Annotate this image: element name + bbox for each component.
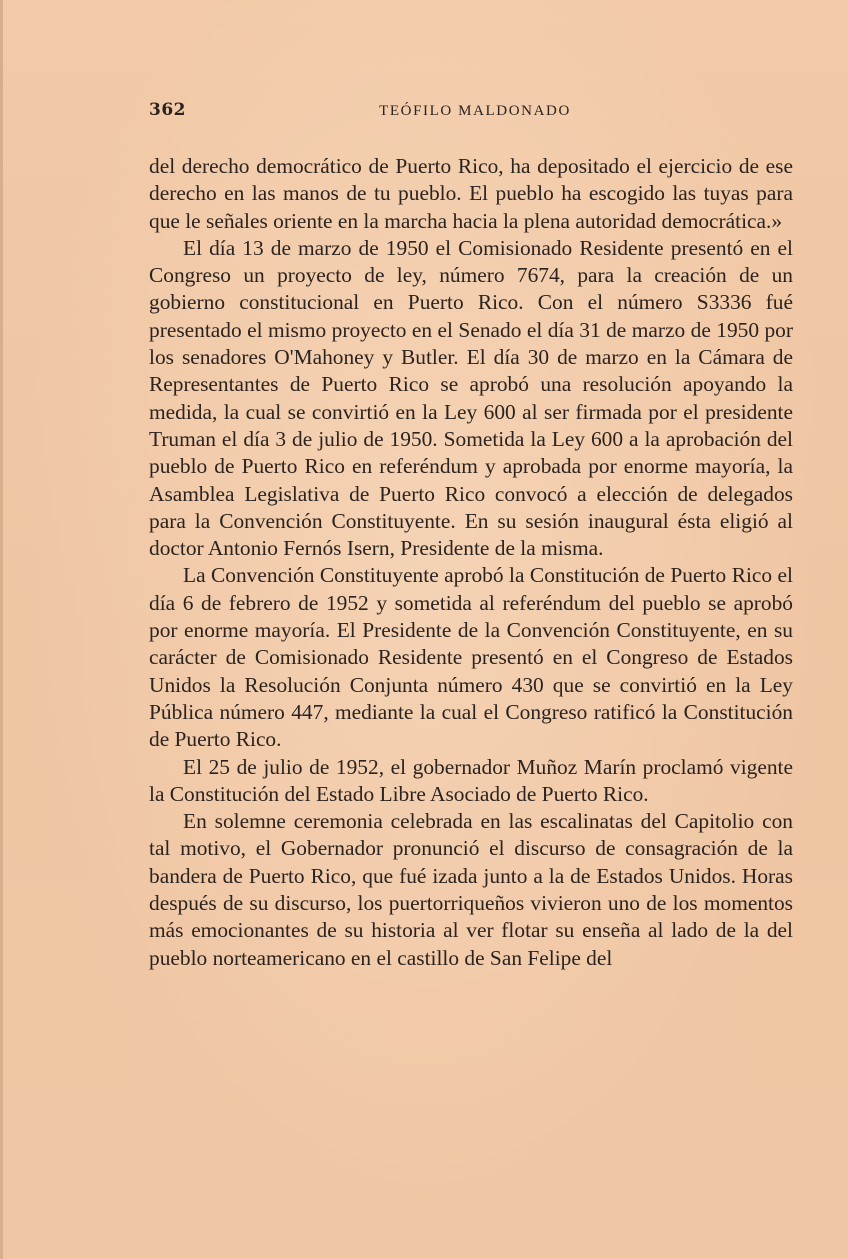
running-head: TEÓFILO MALDONADO xyxy=(379,103,571,119)
body-text xyxy=(149,153,793,972)
paragraph: El 25 de julio de 1952, el gobernador Muñoz Marín proclamó vigente la Constitución del Estado Libre Asociado de Puerto Rico. xyxy=(149,754,793,806)
page-header xyxy=(149,100,793,130)
paragraph: El día 13 de marzo de 1950 el Comisionado Residente presentó en el Congreso un proyecto de ley, número 7674, para la creación de un gobierno constitucional en Puerto Rico. Con el número S3336 fué presentado el mismo proyecto en el Senado el día 31 de marzo de 1950 por los senadores O'Mahoney y Butler. El día 30 de marzo en la Cámara de Representantes de Puerto Rico se aprobó una resolución apoyando la medida, la cual se convirtió en la Ley 600 al ser firmada por el presidente Truman el día 3 de julio de 1950. Sometida la Ley 600 a la aprobación del pueblo de Puerto Rico en referéndum y aprobada por enorme mayoría, la Asamblea Legislativa de Puerto Rico convocó a elección de delegados para la Convención Constituyente. En su sesión inaugural ésta eligió al doctor Antonio Fernós Isern, Presidente de la misma. xyxy=(149,235,793,561)
page-number: 362 xyxy=(149,100,186,120)
paragraph: La Convención Constituyente aprobó la Constitución de Puerto Rico el día 6 de febrero de 1952 y sometida al referéndum del pueblo se aprobó por enorme mayoría. El Presidente de la Convención Constituyente, en su carácter de Comisionado Residente presentó en el Congreso de Estados Unidos la Resolución Conjunta número 430 que se convirtió en la Ley Pública número 447, mediante la cual el Congreso ratificó la Constitución de Puerto Rico. xyxy=(149,563,793,752)
paragraph: En solemne ceremonia celebrada en las escalinatas del Capitolio con tal motivo, el Gobernador pronunció el discurso de consagración de la bandera de Puerto Rico, que fué izada junto a la de Estados Unidos. Horas después de su discurso, los puertorriqueños vivieron uno de los momentos más emocionantes de su historia al ver flotar su enseña al lado de la del pueblo norteamericano en el castillo de San Felipe del xyxy=(149,809,793,970)
paragraph-continued: del derecho democrático de Puerto Rico, ha depositado el ejercicio de ese derecho en las manos de tu pueblo. El pueblo ha escogido las tuyas para que le señales oriente en la marcha hacia la plena autoridad democrática.» xyxy=(149,154,793,233)
